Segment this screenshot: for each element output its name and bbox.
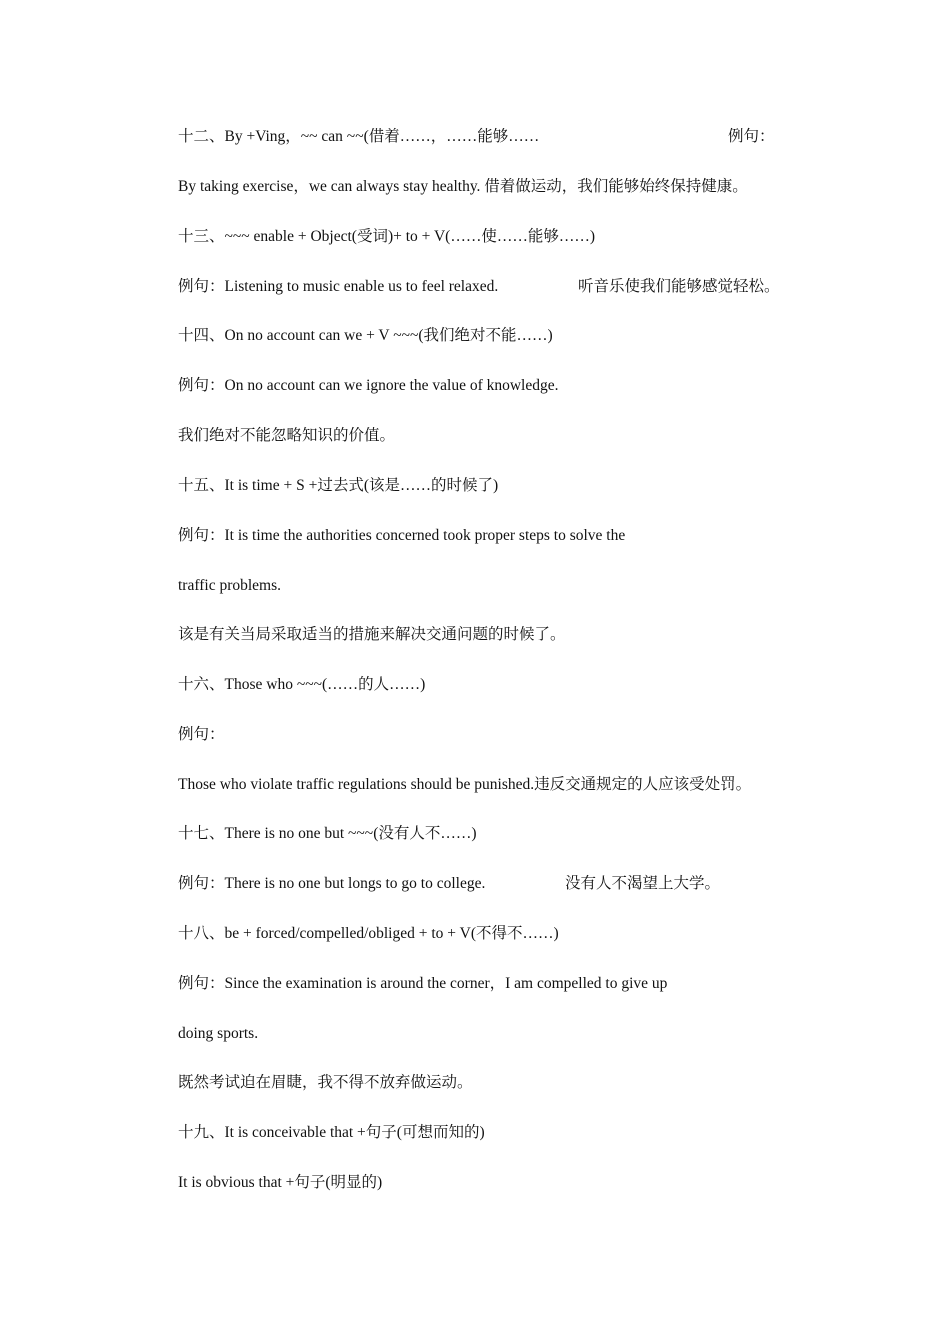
- pattern-13-example: 例句：Listening to music enable us to feel relaxed.: [178, 278, 499, 295]
- pattern-18-translation: 既然考试迫在眉睫，我不得不放弃做运动。: [178, 1074, 473, 1091]
- pattern-15-example-cont: traffic problems.: [178, 577, 282, 594]
- pattern-18-example: 例句：Since the examination is around the corner，I am compelled to give up: [178, 975, 668, 992]
- pattern-12-example: By taking exercise，we can always stay healthy. 借着做运动，我们能够始终保持健康。: [178, 178, 748, 195]
- pattern-17-translation: 没有人不渴望上大学。: [565, 875, 721, 892]
- pattern-13-translation: 听音乐使我们能够感觉轻松。: [578, 278, 780, 295]
- pattern-12-heading: 十二、By +Ving，~~ can ~~(借着……，……能够……: [178, 128, 540, 145]
- pattern-16-example-label: 例句：: [178, 726, 225, 743]
- pattern-14-heading: 十四、On no account can we + V ~~~(我们绝对不能……): [178, 327, 553, 344]
- pattern-19-alt: It is obvious that +句子(明显的): [178, 1174, 383, 1191]
- pattern-18-heading: 十八、be + forced/compelled/obliged + to + V(不得不……): [178, 925, 559, 942]
- pattern-14-example: 例句：On no account can we ignore the value of knowledge.: [178, 377, 559, 394]
- pattern-15-example: 例句：It is time the authorities concerned took proper steps to solve the: [178, 527, 626, 544]
- example-label: 例句：: [728, 128, 775, 145]
- pattern-16-heading: 十六、Those who ~~~(……的人……): [178, 676, 426, 693]
- pattern-18-example-cont: doing sports.: [178, 1025, 259, 1042]
- pattern-16-example: Those who violate traffic regulations should be punished.违反交通规定的人应该受处罚。: [178, 776, 752, 793]
- pattern-15-translation: 该是有关当局采取适当的措施来解决交通问题的时候了。: [178, 626, 566, 643]
- pattern-17-example: 例句：There is no one but longs to go to college.: [178, 875, 486, 892]
- pattern-13-heading: 十三、~~~ enable + Object(受词)+ to + V(……使……能够……): [178, 228, 596, 245]
- pattern-17-heading: 十七、There is no one but ~~~(没有人不……): [178, 825, 477, 842]
- pattern-19-heading: 十九、It is conceivable that +句子(可想而知的): [178, 1124, 485, 1141]
- pattern-14-translation: 我们绝对不能忽略知识的价值。: [178, 427, 396, 444]
- pattern-15-heading: 十五、It is time + S +过去式(该是……的时候了): [178, 477, 499, 494]
